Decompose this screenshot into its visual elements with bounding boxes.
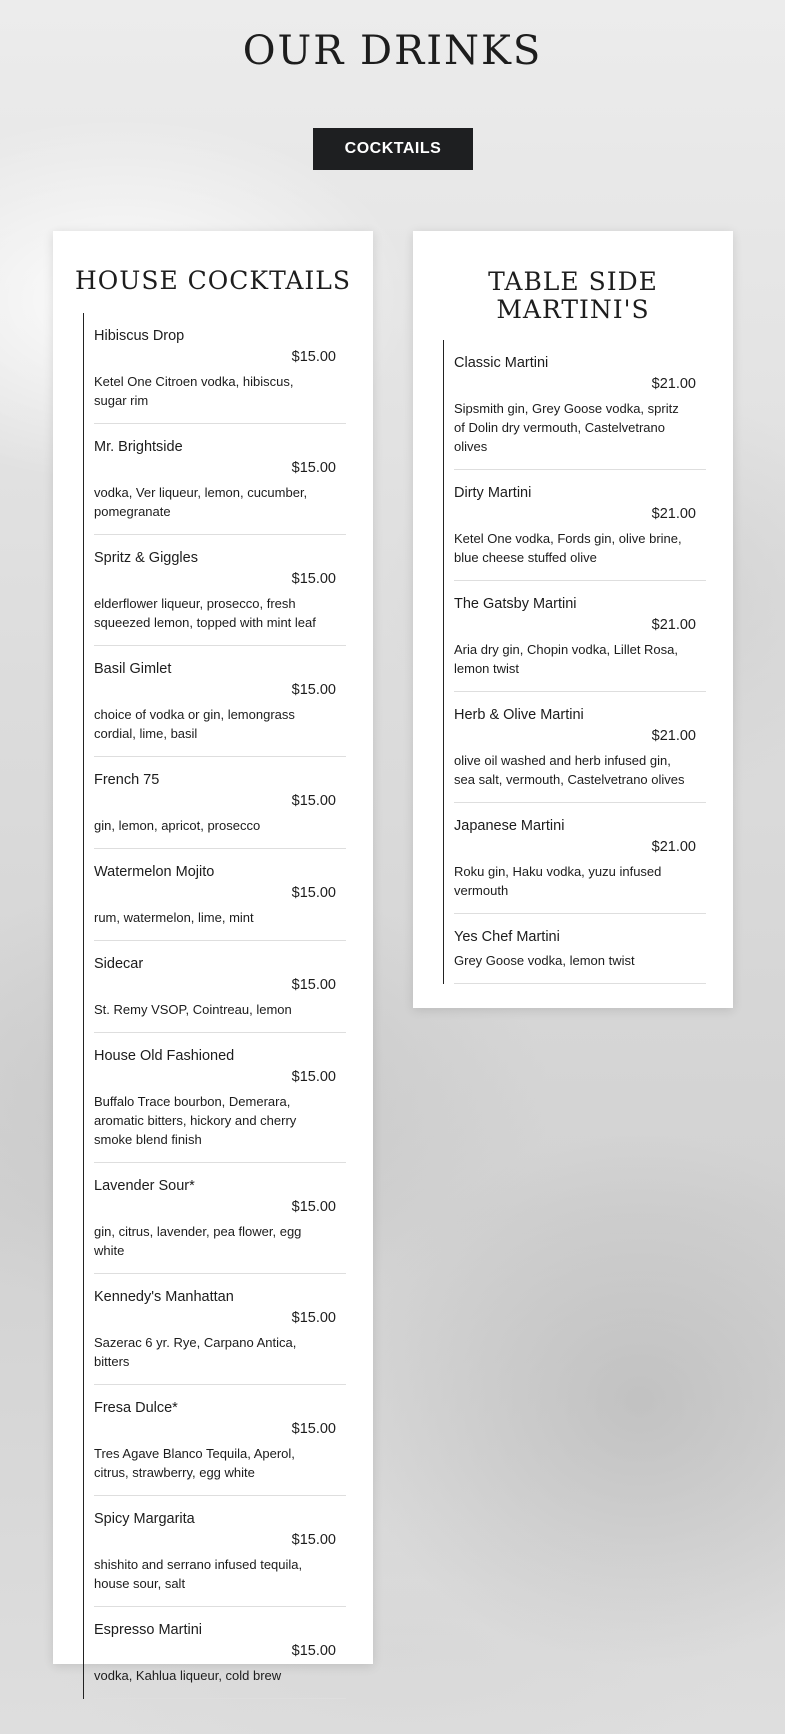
item-price: $15.00 [291,885,336,901]
item-name: The Gatsby Martini [454,596,577,612]
item-description: vodka, Ver liqueur, lemon, cucumber, pomegranate [94,485,308,519]
item-price: $15.00 [291,1199,336,1215]
item-price: $21.00 [651,728,696,744]
item-description: rum, watermelon, lime, mint [94,910,254,925]
item-name: Watermelon Mojito [94,864,215,880]
house-cocktails-card [53,231,373,1683]
item-name: Basil Gimlet [94,661,172,677]
table-side-martinis-card [413,231,733,1008]
item-description: Buffalo Trace bourbon, Demerara, aromatic bitters, hickory and cherry smoke blend finish [94,1094,297,1147]
item-name: Espresso Martini [94,1622,202,1638]
item-price: $21.00 [651,839,696,855]
item-price: $15.00 [291,1421,336,1437]
menu-item [94,535,346,646]
item-name: Mr. Brightside [94,439,183,455]
item-description: Sipsmith gin, Grey Goose vodka, spritz of Dolin dry vermouth, Castelvetrano olives [454,401,679,454]
item-description: St. Remy VSOP, Cointreau, lemon [94,1002,292,1017]
item-price: $15.00 [291,977,336,993]
item-description: Ketel One Citroen vodka, hibiscus, sugar rim [94,374,294,408]
menu-item [454,581,706,692]
item-description: gin, lemon, apricot, prosecco [94,818,261,833]
item-description: Tres Agave Blanco Tequila, Aperol, citrus, strawberry, egg white [94,1446,295,1480]
item-name: Spicy Margarita [94,1511,195,1527]
menu-list [83,313,346,1699]
menu-item [454,914,706,984]
item-name: Lavender Sour* [94,1178,195,1194]
item-name: Dirty Martini [454,485,532,501]
item-price: $21.00 [651,376,696,392]
menu-item [454,803,706,914]
page-title: OUR DRINKS [242,28,543,74]
item-description: Sazerac 6 yr. Rye, Carpano Antica, bitters [94,1335,297,1369]
item-price: $15.00 [291,1643,336,1659]
menu-list [443,340,706,984]
item-name: Sidecar [94,956,144,972]
item-name: Yes Chef Martini [454,929,560,945]
item-name: Spritz & Giggles [94,550,198,566]
menu-item [94,941,346,1033]
item-name: Fresa Dulce* [94,1400,178,1416]
section-title: TABLE SIDE MARTINI'S [488,267,658,324]
menu-item [94,646,346,757]
item-price: $15.00 [291,1069,336,1085]
item-description: olive oil washed and herb infused gin, sea salt, vermouth, Castelvetrano olives [454,753,685,787]
item-description: Ketel One vodka, Fords gin, olive brine, blue cheese stuffed olive [454,531,682,565]
menu-item [454,340,706,470]
item-description: choice of vodka or gin, lemongrass cordial, lime, basil [94,707,295,741]
item-price: $15.00 [291,1532,336,1548]
item-price: $21.00 [651,617,696,633]
menu-item [94,757,346,849]
tab-cocktails[interactable]: COCKTAILS [313,128,473,170]
item-price: $15.00 [291,460,336,476]
item-name: Classic Martini [454,355,549,371]
menu-item [94,849,346,941]
menu-item [94,1163,346,1274]
item-name: Herb & Olive Martini [454,707,584,723]
menu-item [454,692,706,803]
item-name: Hibiscus Drop [94,328,185,344]
item-name: Kennedy's Manhattan [94,1289,234,1305]
menu-item [94,1607,346,1699]
item-description: elderflower liqueur, prosecco, fresh squeezed lemon, topped with mint leaf [94,596,316,630]
menu-item [94,1033,346,1163]
item-price: $15.00 [291,571,336,587]
item-name: French 75 [94,772,160,788]
item-description: Roku gin, Haku vodka, yuzu infused vermouth [454,864,662,898]
section-title: HOUSE COCKTAILS [74,266,352,295]
menu-item [94,313,346,424]
item-price: $15.00 [291,793,336,809]
item-description: Grey Goose vodka, lemon twist [454,953,635,968]
menu-item [94,424,346,535]
menu-item [94,1385,346,1496]
item-price: $21.00 [651,506,696,522]
item-price: $15.00 [291,682,336,698]
menu-item [94,1274,346,1385]
item-name: Japanese Martini [454,818,565,834]
menu-item [454,470,706,581]
menu-item [94,1496,346,1607]
item-price: $15.00 [291,349,336,365]
item-description: vodka, Kahlua liqueur, cold brew [94,1668,282,1683]
item-description: gin, citrus, lavender, pea flower, egg white [94,1224,302,1258]
item-description: Aria dry gin, Chopin vodka, Lillet Rosa, lemon twist [454,642,679,676]
item-description: shishito and serrano infused tequila, house sour, salt [94,1557,303,1591]
item-price: $15.00 [291,1310,336,1326]
item-name: House Old Fashioned [94,1048,235,1064]
